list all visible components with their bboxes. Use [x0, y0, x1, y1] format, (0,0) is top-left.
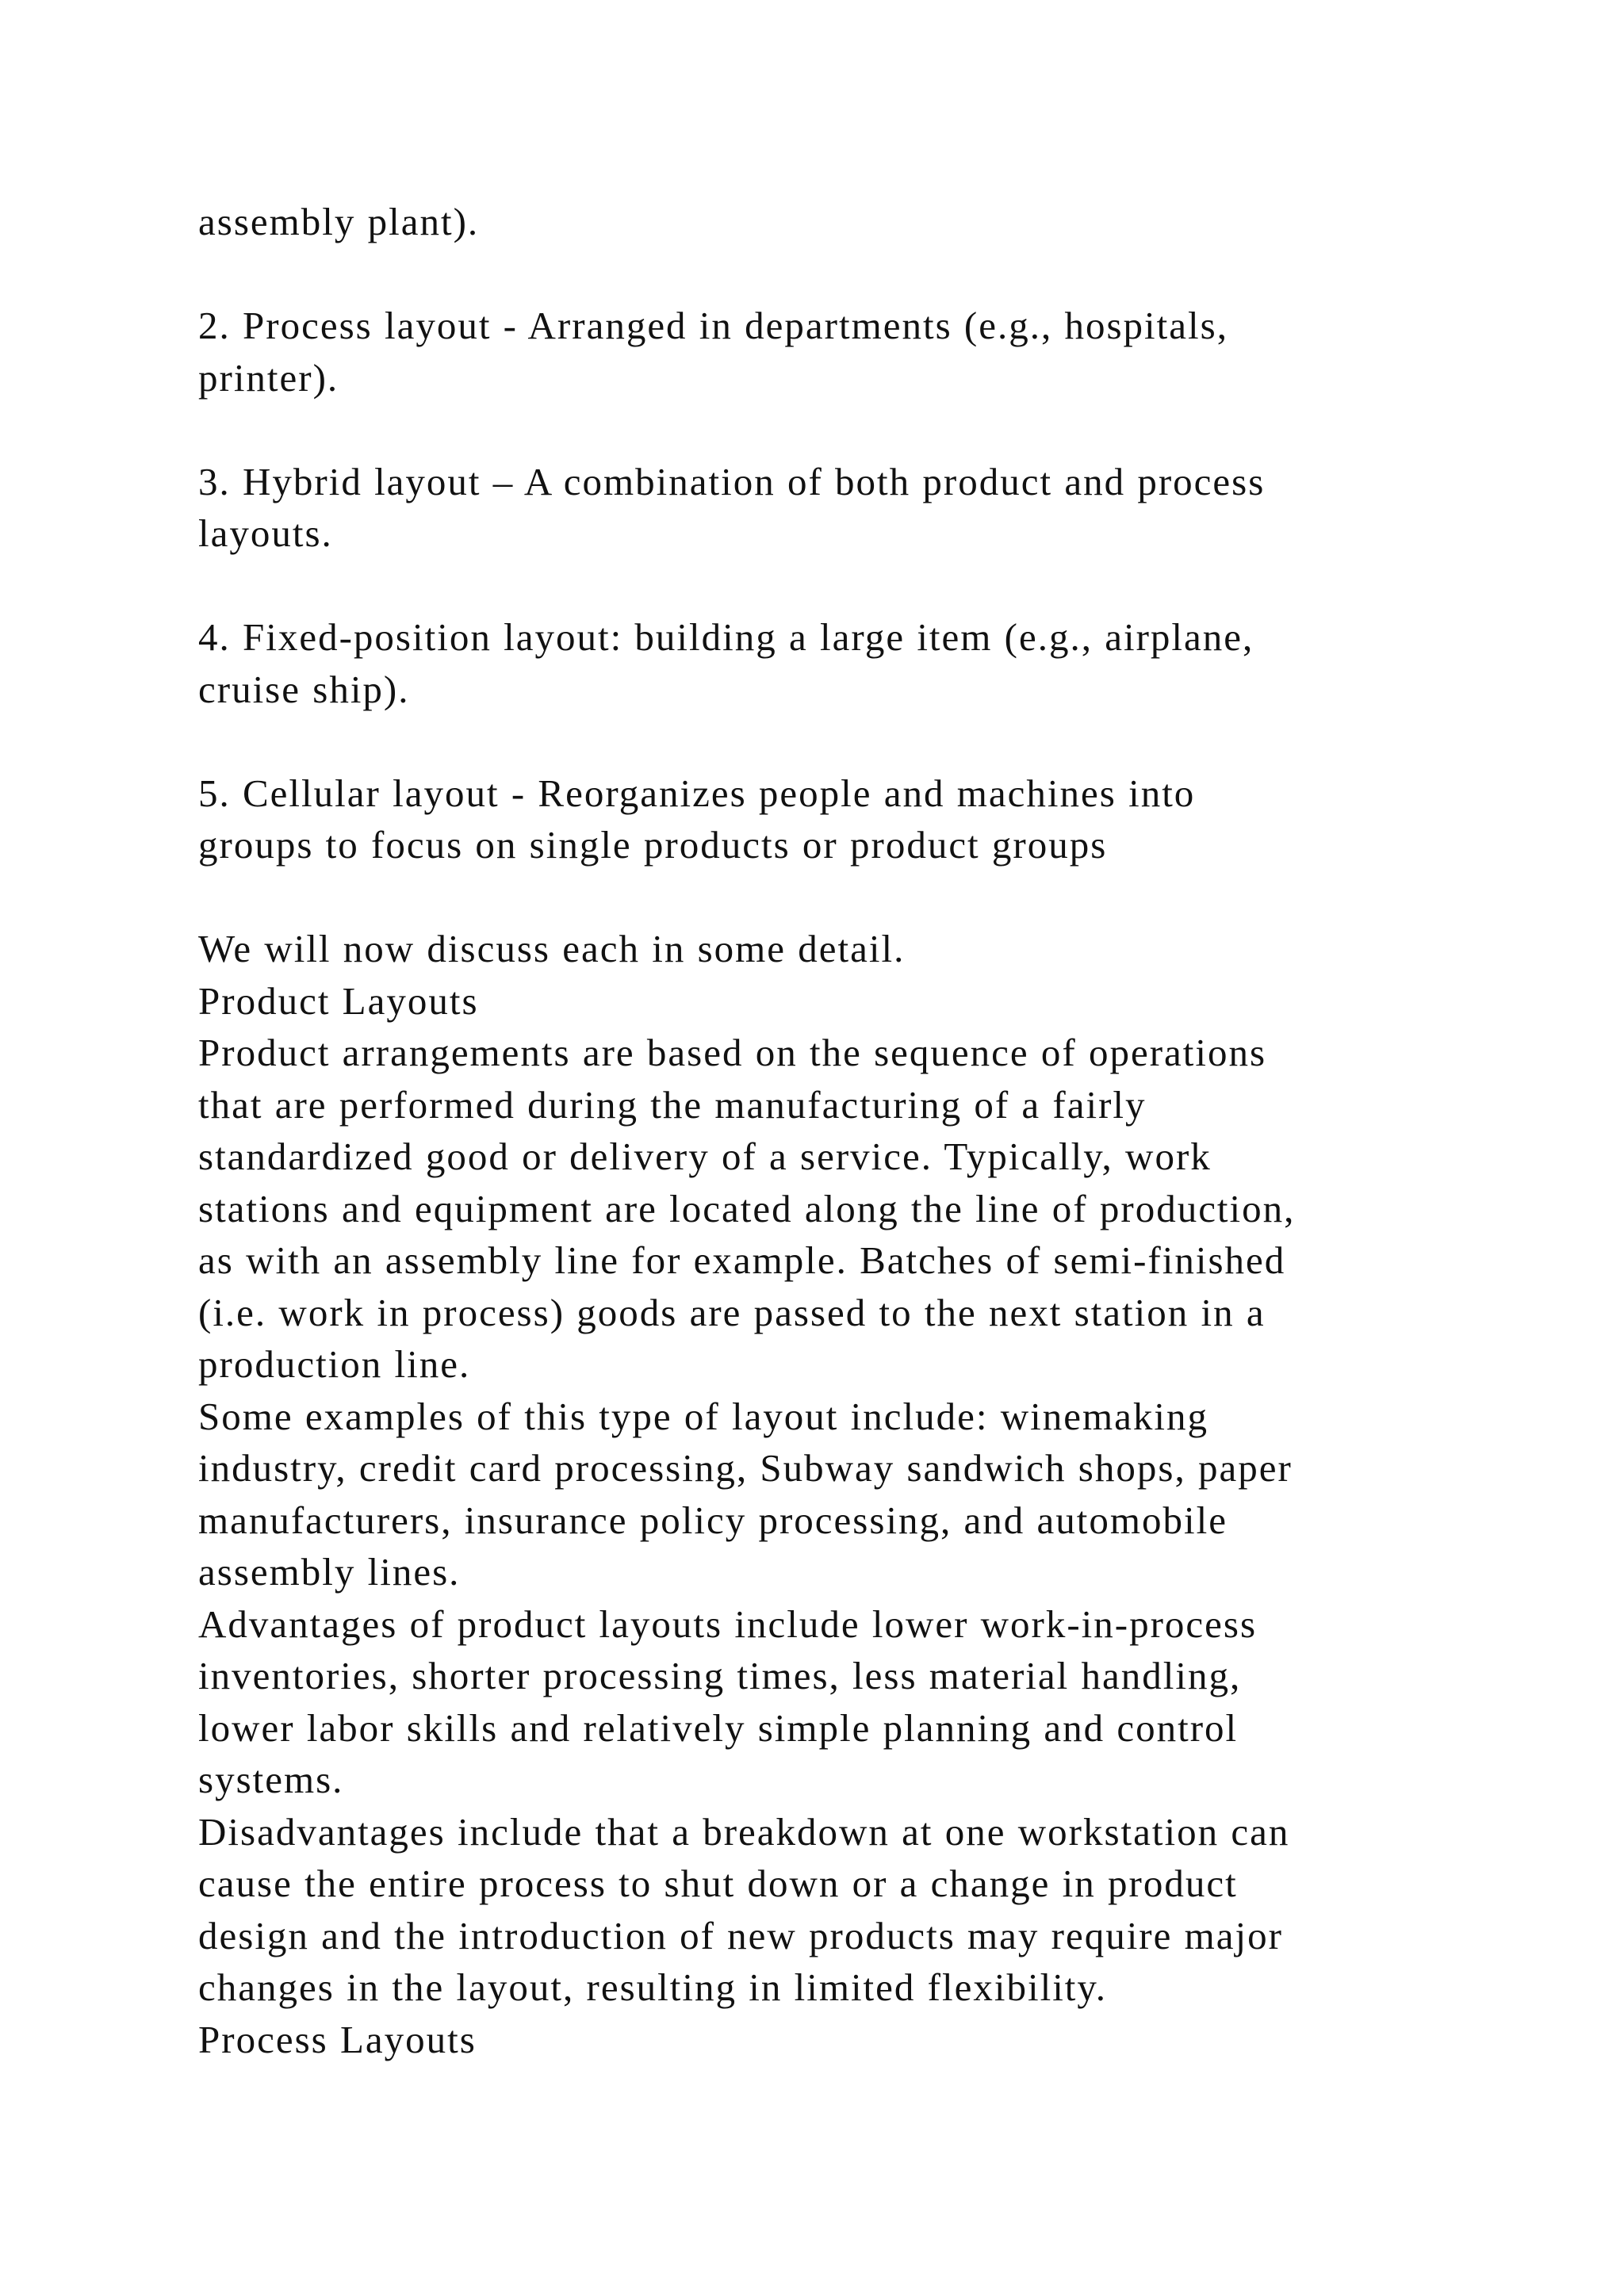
text-line: cruise ship).: [198, 667, 410, 711]
paragraph-gap: [198, 560, 1546, 612]
text-line: assembly lines.: [198, 1550, 461, 1594]
section-heading-process-layouts: Process Layouts: [198, 2017, 477, 2061]
text-line: changes in the layout, resulting in limited flexibility.: [198, 1965, 1107, 2009]
text-line: Disadvantages include that a breakdown at one workstation can: [198, 1809, 1290, 1854]
text-line: cause the entire process to shut down or a change in product: [198, 1862, 1238, 1905]
document-body: [198, 196, 1546, 2065]
list-item-cellular-layout: 5. Cellular layout - Reorganizes people and machines into: [198, 771, 1196, 815]
text-line: inventories, shorter processing times, less material handling,: [198, 1654, 1242, 1697]
text-line: printer).: [198, 355, 339, 400]
text-line: production line.: [198, 1342, 471, 1386]
paragraph-gap: [198, 404, 1546, 456]
text-line: Advantages of product layouts include lower work-in-process: [198, 1601, 1258, 1646]
text-line: industry, credit card processing, Subway sandwich shops, paper: [198, 1446, 1293, 1490]
paragraph-gap: [198, 248, 1546, 300]
text-line: We will now discuss each in some detail.: [198, 927, 906, 970]
text-line: (i.e. work in process) goods are passed to the next station in a: [198, 1290, 1266, 1334]
text-line: as with an assembly line for example. Batches of semi-finished: [198, 1238, 1286, 1282]
list-item-hybrid-layout: 3. Hybrid layout – A combination of both product and process: [198, 459, 1266, 503]
text-line: design and the introduction of new products may require major: [198, 1913, 1283, 1957]
text-line: standardized good or delivery of a service. Typically, work: [198, 1135, 1212, 1178]
text-line: systems.: [198, 1758, 344, 1801]
text-line: layouts.: [198, 511, 333, 555]
text-line: that are performed during the manufacturing of a fairly: [198, 1082, 1147, 1127]
list-item-fixed-position-layout: 4. Fixed-position layout: building a large item (e.g., airplane,: [198, 615, 1254, 659]
text-line: manufacturers, insurance policy processing, and automobile: [198, 1498, 1228, 1542]
text-line: assembly plant).: [198, 200, 480, 243]
paragraph-gap: [198, 871, 1546, 924]
section-heading-product-layouts: Product Layouts: [198, 978, 479, 1023]
text-line: stations and equipment are located along the line of production,: [198, 1186, 1296, 1230]
text-line: Product arrangements are based on the sequence of operations: [198, 1031, 1267, 1074]
text-line: groups to focus on single products or product groups: [198, 823, 1108, 867]
text-line: lower labor skills and relatively simple planning and control: [198, 1705, 1239, 1750]
list-item-process-layout: 2. Process layout - Arranged in departments (e.g., hospitals,: [198, 304, 1228, 347]
paragraph-gap: [198, 715, 1546, 767]
text-line: Some examples of this type of layout include: winemaking: [198, 1394, 1208, 1438]
